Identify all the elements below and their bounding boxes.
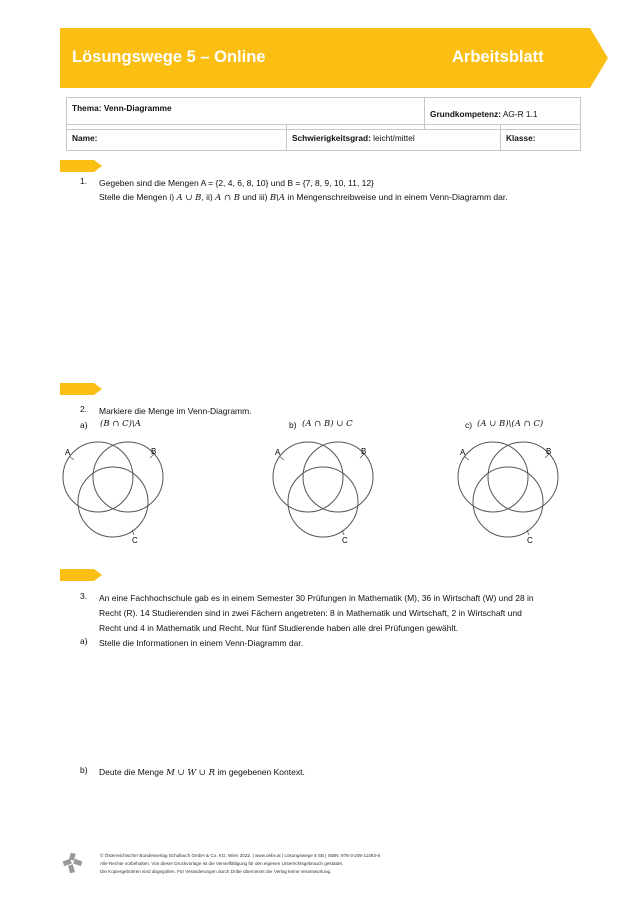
schwierigkeit-cell: [287, 125, 501, 151]
schwierigkeit-value: leicht/mittel: [373, 132, 415, 143]
venn-diagram-b[interactable]: [270, 440, 375, 545]
circle-a: [63, 442, 133, 512]
task3-b-expr: M ∪ W ∪ R: [166, 768, 216, 778]
task3-line1: An eine Fachhochschule gab es in einem Semester 30 Prüfungen in Mathematik (M), 36 in Wirtschaft (W) und 28 in: [99, 593, 534, 603]
task3-b-text: Deute die Menge M ∪ W ∪ R im gegebenen Kontext.: [99, 767, 305, 778]
thema-label: Thema:: [72, 103, 102, 113]
task3-a-label: a): [80, 636, 88, 646]
task3-number: 3.: [80, 591, 88, 601]
task3-line3: Recht und 4 in Mathematik und Recht. Nur fünf Studierende haben alle drei Prüfungen gewählt.: [99, 623, 459, 633]
task2-part-c-expr: (A ∪ B)\(A ∩ C): [477, 419, 544, 429]
circle-c: [473, 467, 543, 537]
task2-part-b-expr: (A ∩ B) ∪ C: [302, 419, 353, 429]
publisher-logo-icon: [62, 851, 84, 875]
venn-label-a: A: [275, 448, 281, 457]
name-label: Name:: [72, 132, 98, 143]
task2-part-a-label: a): [80, 420, 88, 430]
task1-number: 1.: [80, 176, 88, 186]
footer-rights: Alle Rechte vorbehalten. Von dieser Druckvorlage ist die Vervielfältigung für den eigenen Unterrichtsgebrauch gestattet.: [100, 861, 344, 866]
task1-line1: Gegeben sind die Mengen A = {2, 4, 6, 8, 10} und B = {7, 8, 9, 10, 11, 12}: [99, 178, 374, 188]
circle-c: [78, 467, 148, 537]
task3-line2: Recht (R). 14 Studierenden sind in zwei Fächern angetreten: 8 in Mathematik und Wirtschaft, 2 in Wirtschaft und: [99, 608, 522, 618]
klasse-label: Klasse:: [506, 132, 536, 143]
venn-label-b: B: [361, 447, 367, 456]
task2-number: 2.: [80, 404, 88, 414]
circle-a: [458, 442, 528, 512]
venn-label-c: C: [132, 536, 138, 545]
info-table-row2: [66, 124, 581, 151]
venn-label-b: B: [151, 447, 157, 456]
book-title: Lösungswege 5 – Online: [72, 48, 266, 66]
task2-part-b-label: b): [289, 420, 297, 430]
venn-label-c: C: [342, 536, 348, 545]
task2-title: Markiere die Menge im Venn-Diagramm.: [99, 406, 252, 416]
task-marker-3: [60, 569, 102, 581]
circle-a: [273, 442, 343, 512]
task3-b-label: b): [80, 765, 88, 775]
set-ii: A ∩ B: [215, 193, 241, 203]
task-marker-2: [60, 383, 102, 395]
doc-type-label: Arbeitsblatt: [452, 48, 544, 66]
grundkompetenz-value: AG-R 1.1: [502, 108, 538, 119]
set-iii: B\A: [269, 193, 286, 203]
schwierigkeit-label: Schwierigkeitsgrad:: [292, 132, 371, 143]
venn-label-a: A: [65, 448, 71, 457]
task3-a-text: Stelle die Informationen in einem Venn-Diagramm dar.: [99, 638, 304, 648]
task2-part-a-expr: (B ∩ C)\A: [100, 419, 141, 429]
set-i: A ∪ B: [176, 193, 202, 203]
footer-disclaimer: Die Kopiergebühren sind abgegolten. Für Veränderungen durch Dritte übernimmt der Verlag keine Verantwortung.: [100, 869, 332, 874]
task1-line2: Stelle die Mengen i) A ∪ B, ii) A ∩ B und iii) B\A in Mengenschreibweise und in einem Venn-Diagramm dar.: [99, 192, 508, 203]
name-cell[interactable]: [67, 125, 287, 151]
circle-c: [288, 467, 358, 537]
venn-diagram-c[interactable]: [455, 440, 560, 545]
venn-label-b: B: [546, 447, 552, 456]
footer-copyright: © Österreichischer Bundesverlag Schulbuch GmbH & Co. KG, Wien 2022. | www.oebv.at | Lösungswege 5 SB | ISBN: 978-3-209-11493-8: [100, 853, 381, 858]
venn-diagram-a[interactable]: [60, 440, 165, 545]
thema-value: Venn-Diagramme: [103, 103, 172, 113]
grundkompetenz-label: Grundkompetenz:: [430, 108, 501, 119]
task-marker-1: [60, 160, 102, 172]
venn-label-a: A: [460, 448, 466, 457]
task2-part-c-label: c): [465, 420, 473, 430]
venn-label-c: C: [527, 536, 533, 545]
klasse-cell[interactable]: [501, 125, 581, 151]
